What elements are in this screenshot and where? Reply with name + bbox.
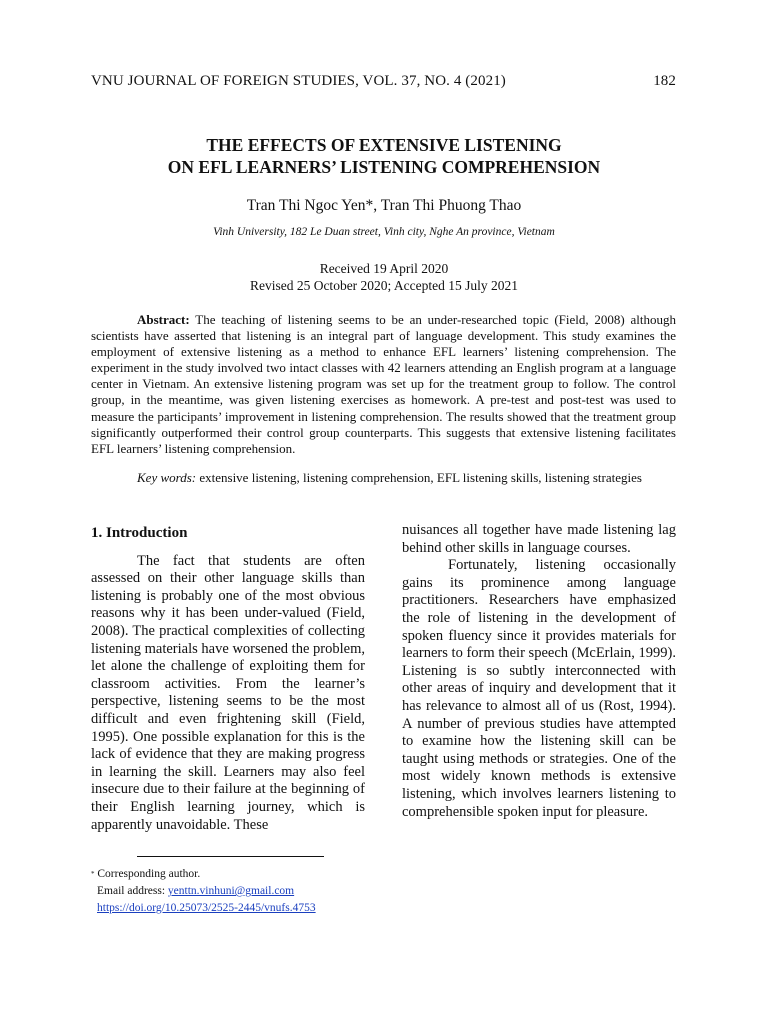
doi-line <box>91 900 391 917</box>
keywords <box>91 470 676 486</box>
right-column <box>402 522 676 821</box>
intro-paragraph-1: The fact that students are often assessed on their other language skills than listening is probably one of the most obvious reasons why it has been under-valued (Field, 2008). The practical complexities of collecting listening materials have worsened the problem, let alone the challenge of exploiting them for classroom activities. From the learner’s perspective, listening seems to be the most difficult and even frightening skill (Field, 1995). One possible explanation for this is the lack of evidence that they are making progress in learning the skill. Learners may also feel insecure due to their failure at the beginning of their English learning journey, which is apparently unavoidable. These <box>91 552 365 833</box>
running-head <box>91 73 676 90</box>
journal-name: VNU JOURNAL OF FOREIGN STUDIES, VOL. 37, NO. 4 (2021) <box>91 73 506 89</box>
footnotes <box>91 866 391 917</box>
title-line-2: ON EFL LEARNERS’ LISTENING COMPREHENSION <box>167 157 601 177</box>
title-line-1: THE EFFECTS OF EXTENSIVE LISTENING <box>206 135 562 155</box>
affiliation: Vinh University, 182 Le Duan street, Vinh city, Nghe An province, Vietnam <box>213 226 555 238</box>
page-number: 182 <box>653 73 676 89</box>
abstract-text: The teaching of listening seems to be an under-researched topic (Field, 2008) although scientists have asserted that listening is an integral part of language development. This study examines the employment of extensive listening as a method to enhance EFL learners’ listening comprehension. The experiment in the study involved two intact classes with 42 learners attending an English program at a language center in Vietnam. An extensive listening program was set up for the treatment group to follow. The control group, in the meantime, was given listening exercises as homework. A pre-test and post-test was used to measure the participants’ improvement in listening comprehension. The results showed that the treatment group significantly outperformed their control group counterparts. This suggests that extensive listening facilitates EFL learners’ listening comprehension. <box>91 312 676 456</box>
abstract <box>91 312 676 457</box>
corresponding-note <box>91 866 391 883</box>
footnote-divider <box>137 856 324 857</box>
section-heading: 1. Introduction <box>91 525 188 541</box>
email-label: Email address: <box>97 885 166 897</box>
footnote-marker: * <box>91 870 95 878</box>
keywords-label: Key words: <box>137 470 197 485</box>
corresponding-text: Corresponding author. <box>97 868 201 880</box>
email-link[interactable]: yenttn.vinhuni@gmail.com <box>167 885 295 897</box>
revised-accepted-date: Revised 25 October 2020; Accepted 15 July 2021 <box>249 278 519 293</box>
abstract-label: Abstract: <box>137 312 190 327</box>
doi-link[interactable]: https://doi.org/10.25073/2525-2445/vnufs.4753 <box>97 902 316 914</box>
received-date: Received 19 April 2020 <box>319 261 449 276</box>
email-line <box>91 883 391 900</box>
keywords-text: extensive listening, listening comprehension, EFL listening skills, listening strategies <box>199 470 642 485</box>
left-column <box>91 522 365 834</box>
intro-paragraph-1-continued: nuisances all together have made listening lag behind other skills in language courses. <box>402 522 676 556</box>
article-title <box>60 134 708 178</box>
article-dates <box>60 260 708 294</box>
intro-paragraph-2: Fortunately, listening occasionally gains its prominence among language practitioners. Researchers have emphasized the role of listening in the development of spoken fluency since it provides materials for learners to form their speech (McErlain, 1999). Listening is so subtly interconnected with other areas of inquiry and development that it has relevance to almost all of us (Rost, 1994). A number of previous studies have attempted to examine how the listening skill can be taught using methods or strategies. One of the most widely known methods is extensive listening, which involves learners listening to comprehensible spoken input for pleasure. <box>402 557 676 820</box>
authors: Tran Thi Ngoc Yen*, Tran Thi Phuong Thao <box>246 197 522 214</box>
